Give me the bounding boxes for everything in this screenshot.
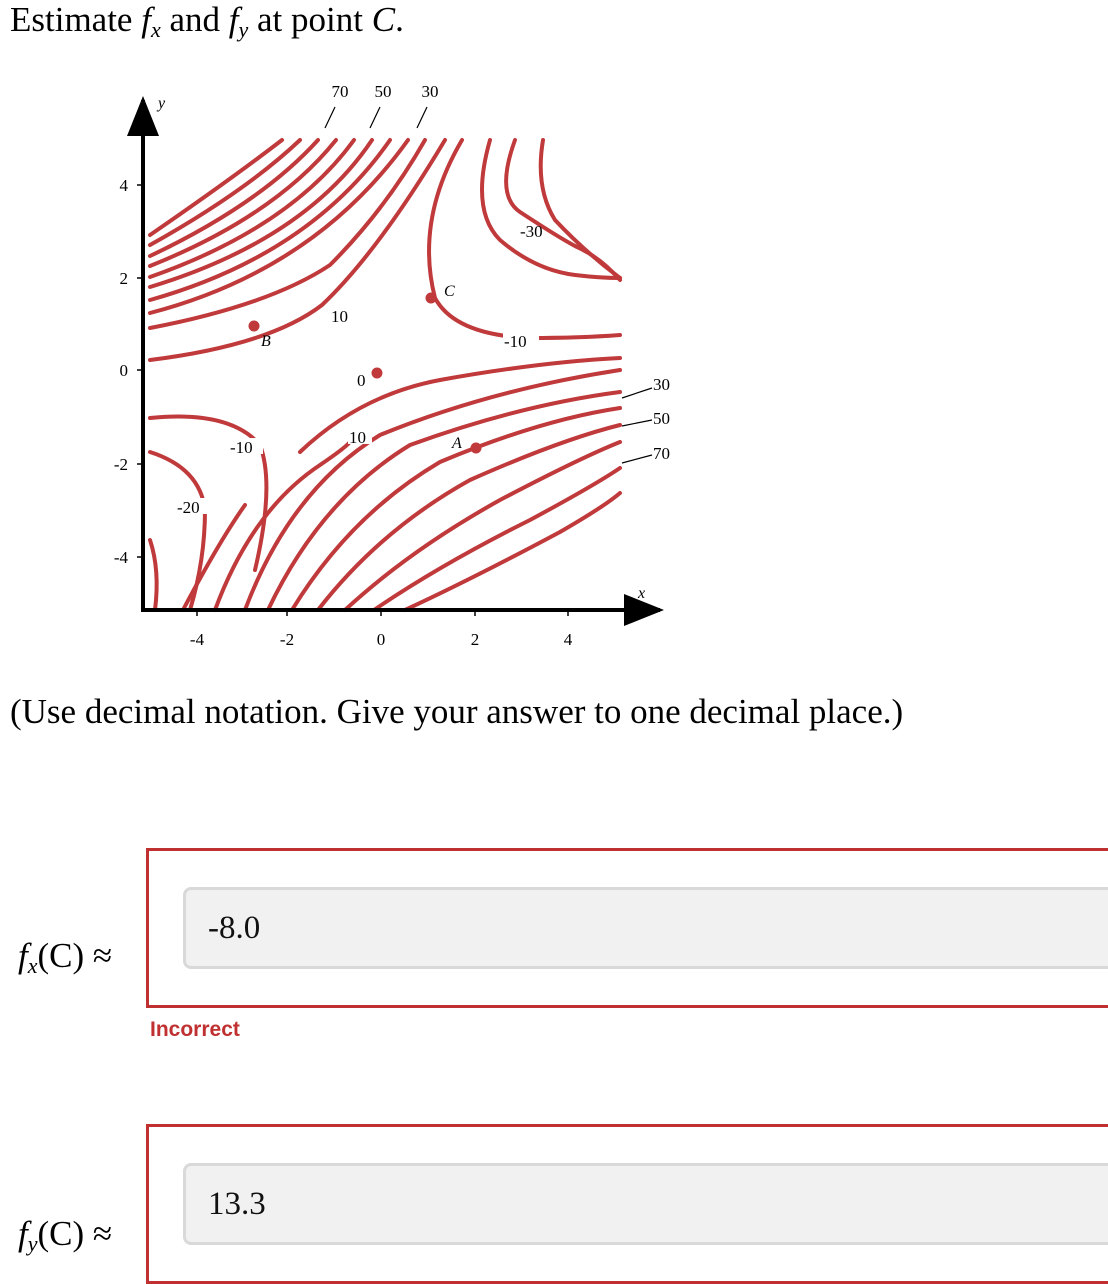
contour-curve [374, 468, 620, 610]
contour-map [0, 70, 720, 660]
svg-text:10: 10 [331, 307, 348, 326]
x-tick-label: 4 [563, 630, 573, 649]
y-axis-label: y [158, 95, 166, 112]
point-B [249, 321, 260, 332]
contour-curve [345, 442, 620, 610]
y-tick-label: 0 [119, 361, 128, 380]
fx-status: Incorrect [150, 1018, 240, 1041]
svg-text:-30: -30 [520, 222, 543, 241]
level-label-top: 70 [331, 82, 349, 101]
instruction-text: (Use decimal notation. Give your answer to one decimal place.) [10, 692, 904, 731]
right-label-leaders [622, 388, 652, 463]
fy-answer-input[interactable] [183, 1163, 1108, 1245]
x-tick-label: 0 [376, 630, 386, 649]
svg-text:-20: -20 [177, 498, 200, 517]
svg-text:0: 0 [357, 371, 366, 390]
fx-answer-input[interactable] [183, 887, 1108, 969]
x-tick-label: -4 [189, 630, 205, 649]
contour-curves [150, 140, 620, 610]
question-text: Estimate $f_x$ and $f_y$ at point C. [10, 0, 404, 42]
contour-curve [183, 505, 245, 610]
level-label-right: 30 [653, 375, 670, 394]
contour-curve [405, 493, 620, 610]
level-label-top: 50 [374, 82, 392, 101]
y-tick-label: 2 [119, 269, 128, 288]
level-label-right: 50 [653, 409, 670, 428]
y-tick-label: -2 [113, 455, 128, 474]
fx-label: $f_x(C)$ ≈ [18, 936, 113, 978]
fy-label: $f_y(C)$ ≈ [18, 1214, 113, 1256]
point-C [426, 293, 437, 304]
point-A [471, 443, 482, 454]
svg-text:10: 10 [349, 428, 366, 447]
contour-curve [541, 140, 620, 278]
point-A-label: A [452, 435, 462, 452]
fy-answer-box [146, 1124, 1108, 1284]
fx-answer-box [146, 848, 1108, 1008]
point-C-label: C [444, 283, 455, 300]
level-label-right: 70 [653, 444, 670, 463]
origin-point [372, 368, 383, 379]
contour-curve [150, 540, 157, 610]
level-label-top: 30 [421, 82, 439, 101]
svg-text:-10: -10 [504, 332, 527, 351]
x-tick-label: 2 [470, 630, 480, 649]
point-B-label: B [261, 333, 271, 350]
x-tick-label: -2 [279, 630, 295, 649]
y-tick-label: 4 [119, 176, 128, 195]
top-label-leaders [325, 107, 427, 128]
y-tick-label: -4 [113, 548, 128, 567]
svg-text:-10: -10 [230, 438, 253, 457]
x-axis-label: x [638, 585, 646, 602]
